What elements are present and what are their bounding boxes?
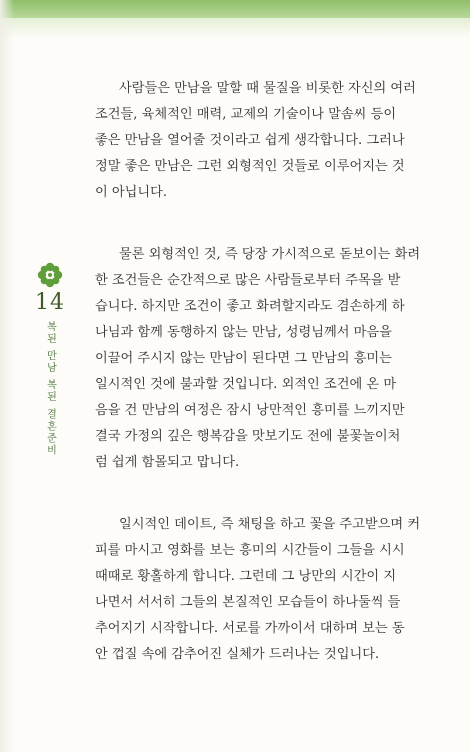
- text-line: 사람들은 만남을 말할 때 물질을 비롯한 자신의 여러: [119, 81, 416, 96]
- text-line: 물론 외형적인 것, 즉 당장 가시적으로 돋보이는 화려: [119, 247, 421, 262]
- top-color-band: [0, 0, 470, 18]
- text-line: 럼 쉽게 함몰되고 맙니다.: [95, 455, 240, 470]
- paragraph-3: [95, 512, 421, 668]
- text-line: 한 조건들은 순간적으로 많은 사람들로부터 주목을 받: [95, 273, 401, 288]
- paragraph-2: [95, 242, 421, 476]
- text-line: 나면서 서서히 그들의 본질적인 모습들이 하나둘씩 들: [95, 595, 401, 610]
- text-line: 습니다. 하지만 조건이 좋고 화려할지라도 겸손하게 하: [95, 299, 405, 314]
- text-line: 추어지기 시작합니다. 서로를 가까이서 대하며 보는 동: [95, 621, 405, 636]
- running-title: 복된 만남 복된 결혼준비: [44, 321, 56, 457]
- paragraph-1: [95, 76, 416, 206]
- text-line: 결국 가정의 깊은 행복감을 맛보기도 전에 불꽃놀이처: [95, 429, 401, 444]
- text-line: 조건들, 육체적인 매력, 교제의 기술이나 말솜씨 등이: [95, 107, 397, 122]
- text-line: 이끌어 주시지 않는 만남이 된다면 그 만남의 흥미는: [95, 351, 392, 366]
- text-line: 좋은 만남을 열어줄 것이라고 쉽게 생각합니다. 그러나: [95, 133, 405, 148]
- top-band-fade: [0, 18, 470, 38]
- text-line: 피를 마시고 영화를 보는 흥미의 시간들이 그들을 시시: [95, 543, 405, 558]
- text-line: 안 껍질 속에 감추어진 실체가 드러나는 것입니다.: [95, 647, 380, 662]
- text-line: 나님과 함께 동행하지 않는 만남, 성령님께서 마음을: [95, 325, 392, 340]
- clover-flower-icon: [37, 262, 63, 288]
- text-line: 음을 건 만남의 여정은 잠시 낭만적인 흥미를 느끼지만: [95, 403, 405, 418]
- body-text: [95, 76, 421, 704]
- text-line: 이 아닙니다.: [95, 185, 168, 200]
- text-line: 때때로 황홀하게 합니다. 그런데 그 낭만의 시간이 지: [95, 569, 397, 584]
- text-line: 일시적인 데이트, 즉 채팅을 하고 꽃을 주고받으며 커: [119, 517, 421, 532]
- text-line: 일시적인 것에 불과할 것입니다. 외적인 조건에 온 마: [95, 377, 397, 392]
- side-margin: [28, 262, 72, 457]
- page-number: 14: [35, 290, 65, 315]
- text-line: 정말 좋은 만남은 그런 외형적인 것들로 이루어지는 것: [95, 159, 405, 174]
- gutter-shadow: [0, 0, 14, 752]
